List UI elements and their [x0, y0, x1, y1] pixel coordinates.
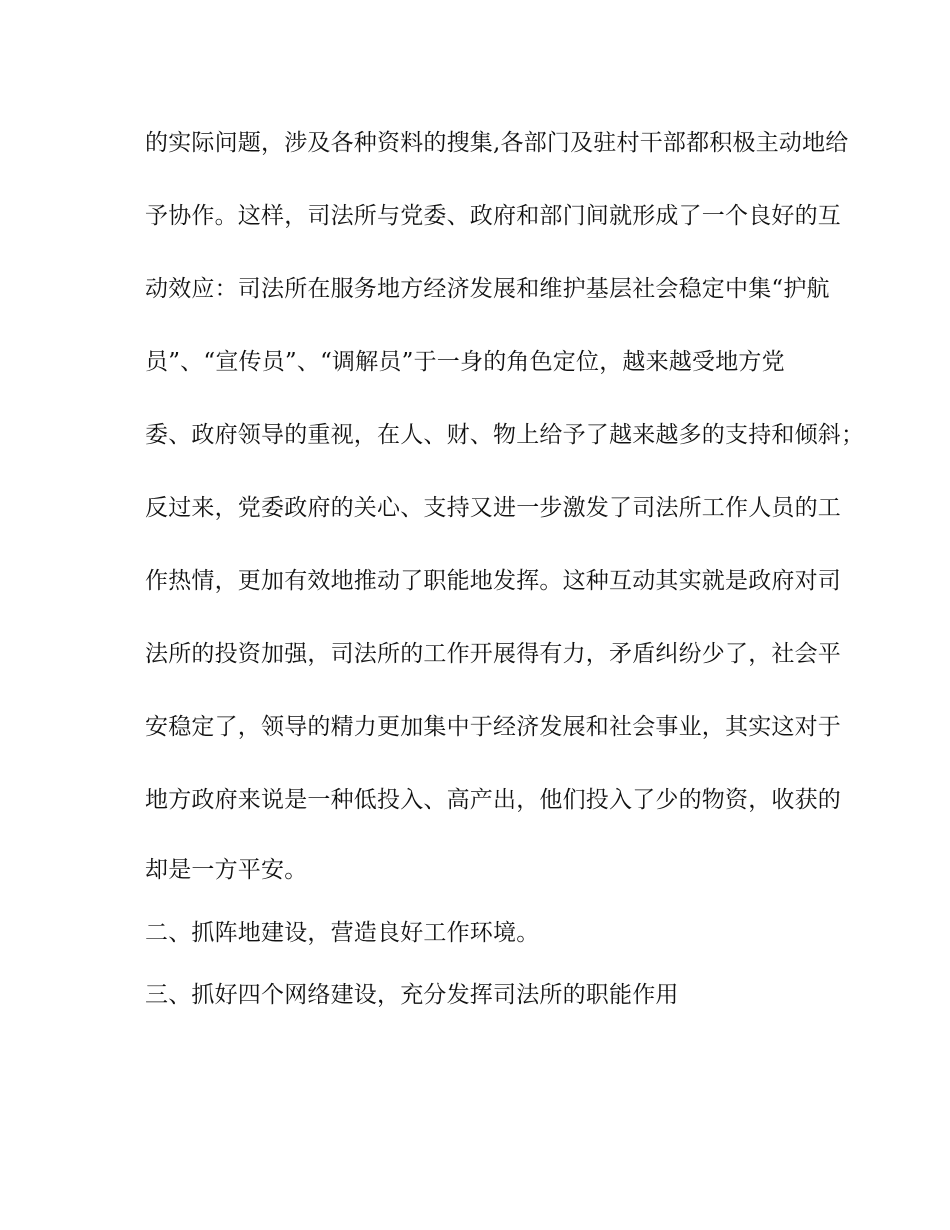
paragraph-line: 委、政府领导的重视，在人、财、物上给予了越来越多的支持和倾斜； — [145, 422, 865, 448]
paragraph-line: 的实际问题，涉及各种资料的搜集,各部门及驻村干部都积极主动地给 — [145, 130, 849, 156]
paragraph-line: 作热情，更加有效地推动了职能地发挥。这种互动其实就是政府对司 — [145, 568, 841, 594]
paragraph-line: 地方政府来说是一种低投入、高产出，他们投入了少的物资，收获的 — [145, 787, 841, 813]
section-heading-2: 二、抓阵地建设，营造良好工作环境。 — [145, 920, 540, 946]
paragraph-line: 予协作。这样，司法所与党委、政府和部门间就形成了一个良好的互 — [145, 203, 841, 229]
paragraph-line: 动效应：司法所在服务地方经济发展和维护基层社会稳定中集“护航 — [145, 276, 830, 302]
paragraph-line: 却是一方平安。 — [145, 857, 308, 883]
paragraph-line: 安稳定了，领导的精力更加集中于经济发展和社会事业，其实这对于 — [145, 714, 841, 740]
paragraph-line: 反过来，党委政府的关心、支持又进一步激发了司法所工作人员的工 — [145, 495, 841, 521]
paragraph-line: 法所的投资加强，司法所的工作开展得有力，矛盾纠纷少了，社会平 — [145, 641, 841, 667]
paragraph-line: 员”、“宣传员”、“调解员”于一身的角色定位，越来越受地方党 — [145, 349, 785, 375]
section-heading-3: 三、抓好四个网络建设，充分发挥司法所的职能作用 — [145, 982, 679, 1008]
